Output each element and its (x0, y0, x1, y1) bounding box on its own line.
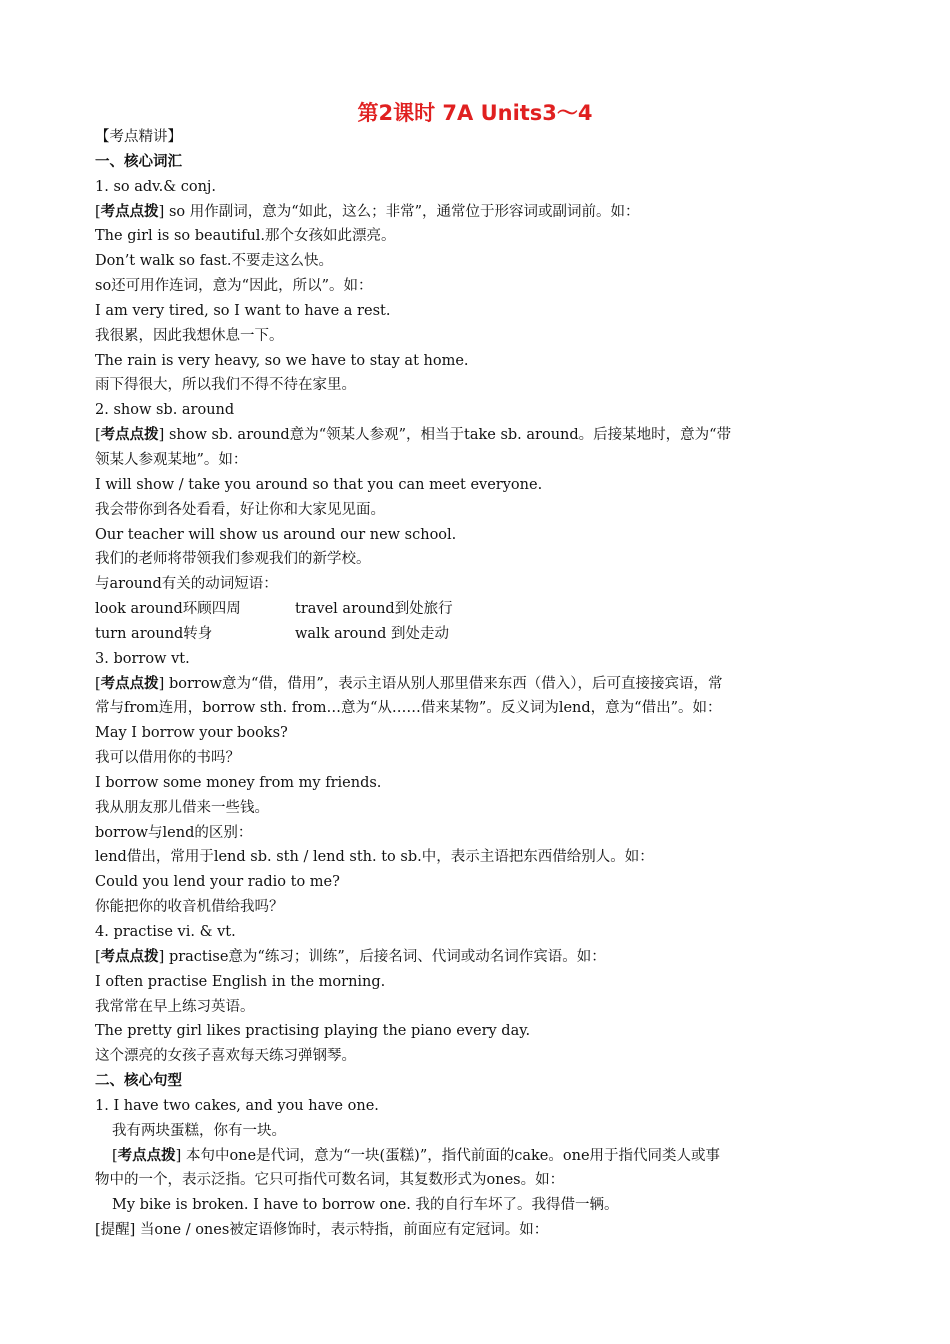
tip-label: 考点点拨 (100, 675, 159, 692)
tip-label: 考点点拨 (100, 203, 159, 220)
text-line: [考点点拨] show sb. around意为“领某人参观”，相当于take sb. around。后接某地时，意为“带 (95, 427, 732, 444)
text-line: I borrow some money from my friends. (95, 774, 382, 791)
text-line: 我有两块蛋糕，你有一块。 (112, 1122, 286, 1139)
text-line: The girl is so beautiful.那个女孩如此漂亮。 (95, 228, 396, 245)
text-line: 我可以借用你的书吗？ (95, 750, 240, 767)
text-line: so还可用作连词，意为“因此，所以”。如： (95, 278, 373, 295)
text-line: 我从朋友那儿借来一些钱。 (95, 799, 269, 816)
phrase: turn around转身 (95, 625, 213, 642)
text-line: [考点点拨] so 用作副词，意为“如此，这么；非常”，通常位于形容词或副词前。如： (95, 203, 640, 220)
text-line: borrow与lend的区别： (95, 824, 253, 841)
text-line: 3. borrow vt. (95, 650, 190, 667)
text-line: 与around有关的动词短语： (95, 576, 278, 593)
text-line: [提醒] 当one / ones被定语修饰时，表示特指，前面应有定冠词。如： (95, 1222, 549, 1239)
document-body (95, 125, 865, 1243)
tip-label: 考点点拨 (100, 948, 159, 965)
text-line: lend借出，常用于lend sb. sth / lend sth. to sb.中，表示主语把东西借给别人。如： (95, 849, 654, 866)
text-line: Could you lend your radio to me? (95, 874, 340, 891)
text-line: 常与from连用，borrow sth. from…意为“从……借来某物”。反义词为lend，意为“借出”。如： (95, 700, 722, 717)
phrase: look around环顾四周 (95, 601, 241, 618)
phrase: walk around 到处走动 (295, 625, 449, 642)
text-line: 我会带你到各处看看，好让你和大家见见面。 (95, 501, 385, 518)
remind-label: [提醒] (95, 1222, 136, 1239)
text-line: 物中的一个，表示泛指。它只可指代可数名词，其复数形式为ones。如： (95, 1172, 565, 1189)
text-line: 1. I have two cakes, and you have one. (95, 1097, 379, 1114)
text-line: 雨下得很大，所以我们不得不待在家里。 (95, 377, 356, 394)
text-line: I often practise English in the morning. (95, 973, 386, 990)
phrase: travel around到处旅行 (295, 601, 453, 618)
text-line: 我们的老师将带领我们参观我们的新学校。 (95, 551, 371, 568)
text-line: Don’t walk so fast.不要走这么快。 (95, 253, 333, 270)
text-line: 1. so adv.& conj. (95, 178, 217, 195)
text-line: I am very tired, so I want to have a rest. (95, 302, 391, 319)
text-line: My bike is broken. I have to borrow one. 我的自行车坏了。我得借一辆。 (112, 1197, 619, 1214)
text-line: 领某人参观某地”。如： (95, 451, 248, 468)
section-label: 【考点精讲】 (95, 129, 182, 145)
tip-label: 考点点拨 (100, 427, 159, 444)
section-heading-vocab: 一、核心词汇 (95, 153, 182, 170)
text-line: The rain is very heavy, so we have to stay at home. (95, 352, 469, 369)
text-line: Our teacher will show us around our new school. (95, 526, 457, 543)
phrase-row (95, 622, 865, 647)
text-line: 4. practise vi. & vt. (95, 924, 236, 940)
text-line: The pretty girl likes practising playing the piano every day. (95, 1023, 531, 1040)
text-line: [考点点拨] borrow意为“借，借用”，表示主语从别人那里借来东西（借入），后可直接接宾语，常 (95, 675, 723, 692)
text-line: 2. show sb. around (95, 402, 235, 419)
text-line: 你能把你的收音机借给我吗？ (95, 899, 284, 916)
page-title: 第2课时 7A Units3～4 (357, 101, 593, 125)
tip-label: 考点点拨 (117, 1147, 176, 1164)
section-heading-sentences: 二、核心句型 (95, 1073, 182, 1090)
text-line: I will show / take you around so that you can meet everyone. (95, 476, 543, 493)
text-line: May I borrow your books? (95, 725, 288, 742)
text-line: 我常常在早上练习英语。 (95, 998, 255, 1015)
text-line: [考点点拨] practise意为“练习；训练”，后接名词、代词或动名词作宾语。如： (95, 948, 606, 965)
text-line: 我很累，因此我想休息一下。 (95, 327, 284, 344)
phrase-row (95, 597, 865, 622)
text-line: 这个漂亮的女孩子喜欢每天练习弹钢琴。 (95, 1048, 356, 1065)
text-line: [考点点拨] 本句中one是代词，意为“一块(蛋糕)”，指代前面的cake。one用于指代同类人或事 (112, 1147, 721, 1164)
